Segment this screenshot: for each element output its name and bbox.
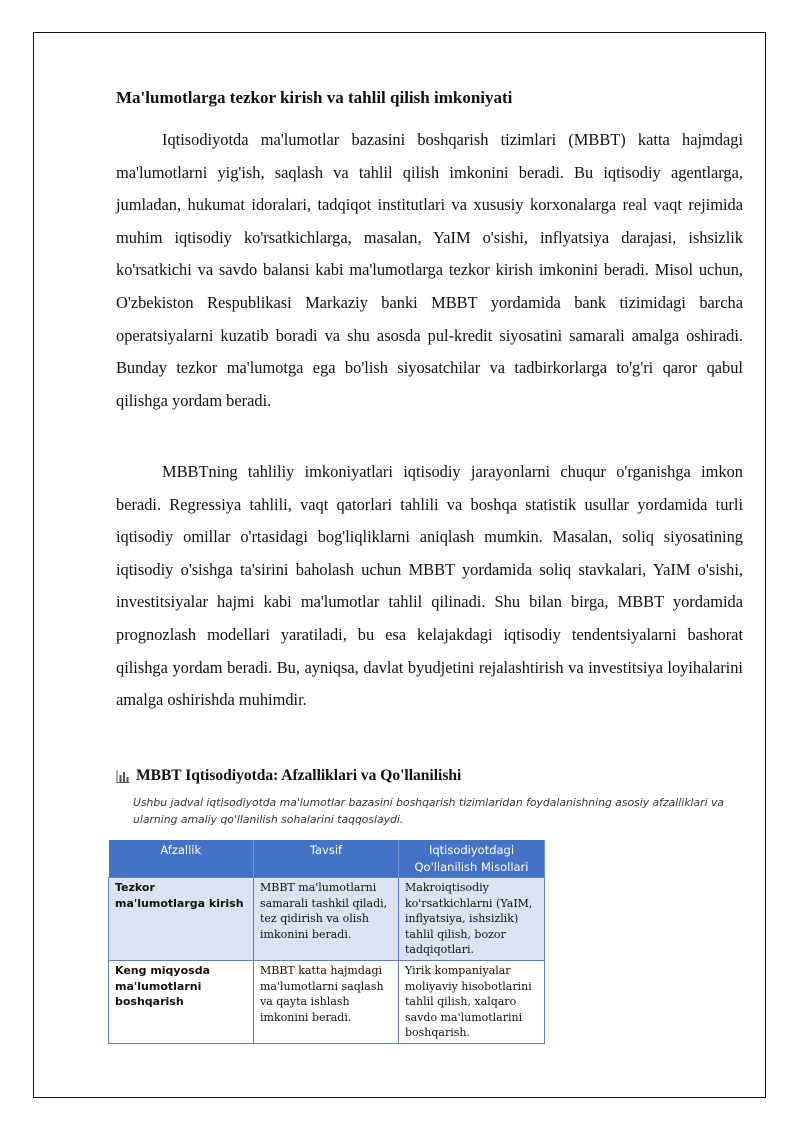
table-header-cell: Tavsif	[254, 840, 399, 878]
table-header-row	[109, 840, 545, 878]
section-heading: Ma'lumotlarga tezkor kirish va tahlil qilish imkoniyati	[116, 88, 513, 107]
table-row	[109, 960, 545, 1043]
table-header-cell: Iqtisodiyotdagi Qo'llanilish Misollari	[399, 840, 545, 878]
table-cell-advantage: Tezkor ma'lumotlarga kirish	[109, 878, 254, 961]
table-caption: Ushbu jadval iqtisodiyotda ma'lumotlar bazasini boshqarish tizimlaridan foydalanishning asosiy afzalliklari va ularning amaliy qo'llanilish sohalarini taqqoslaydi.	[133, 796, 725, 826]
advantages-table	[108, 840, 545, 1044]
table-section-title	[116, 766, 743, 786]
table-row	[109, 878, 545, 961]
table-cell-examples: Yirik kompaniyalar moliyaviy hisobotlarini tahlil qilish, xalqaro savdo ma'lumotlarini boshqarish.	[399, 960, 545, 1043]
table-section-title-text: MBBT Iqtisodiyotda: Afzalliklari va Qo'llanilishi	[136, 767, 462, 784]
table-cell-description: MBBT katta hajmdagi ma'lumotlarni saqlash va qayta ishlash imkonini beradi.	[254, 960, 399, 1043]
table-cell-advantage: Keng miqyosda ma'lumotlarni boshqarish	[109, 960, 254, 1043]
table-header-cell: Afzallik	[109, 840, 254, 878]
table-cell-description: MBBT ma'lumotlarni samarali tashkil qiladi, tez qidirish va olish imkonini beradi.	[254, 878, 399, 961]
paragraph-1: Iqtisodiyotda ma'lumotlar bazasini boshqarish tizimlari (MBBT) katta hajmdagi ma'lumotlarni yig'ish, saqlash va tahlil qilish imkonini beradi. Bu iqtisodiy agentlarga, jumladan, hukumat idoralari, tadqiqot institutlari va xususiy korxonalarga real vaqt rejimida muhim iqtisodiy ko'rsatkichlarga, masalan, YaIM o'sishi, inflyatsiya darajasi, ishsizlik ko'rsatkichi va savdo balansi kabi ma'lumotlarga tezkor kirish imkonini beradi. Misol uchun, O'zbekiston Respublikasi Markaziy banki MBBT yordamida bank tizimidagi barcha operatsiyalarni kuzatib boradi va shu asosda pul-kredit siyosatini samarali amalga oshiradi. Bunday tezkor ma'lumotga ega bo'lish siyosatchilar va tadbirkorlarga to'g'ri qaror qabul qilishga yordam beradi.	[116, 130, 743, 410]
table-cell-examples: Makroiqtisodiy ko'rsatkichlarni (YaIM, inflyatsiya, ishsizlik) tahlil qilish, bozor tadqiqotlari.	[399, 878, 545, 961]
paragraph-2: MBBTning tahliliy imkoniyatlari iqtisodiy jarayonlarni chuqur o'rganishga imkon beradi. Regressiya tahlili, vaqt qatorlari tahlili va boshqa statistik usullar yordamida turli iqtisodiy omillar o'rtasidagi bog'liqliklarni aniqlash mumkin. Masalan, soliq siyosatining iqtisodiy o'sishga ta'sirini baholash uchun MBBT yordamida soliq stavkalari, YaIM o'sishi, investitsiyalar hajmi kabi ma'lumotlar tahlil qilinadi. Shu bilan birga, MBBT yordamida prognozlash modellari yaratiladi, bu esa kelajakdagi iqtisodiy tendentsiyalarni bashorat qilishga yordam beradi. Bu, ayniqsa, davlat byudjetini rejalashtirish va investitsiya loyihalarini amalga oshirishda muhimdir.	[116, 462, 743, 710]
bar-chart-icon	[116, 770, 130, 783]
